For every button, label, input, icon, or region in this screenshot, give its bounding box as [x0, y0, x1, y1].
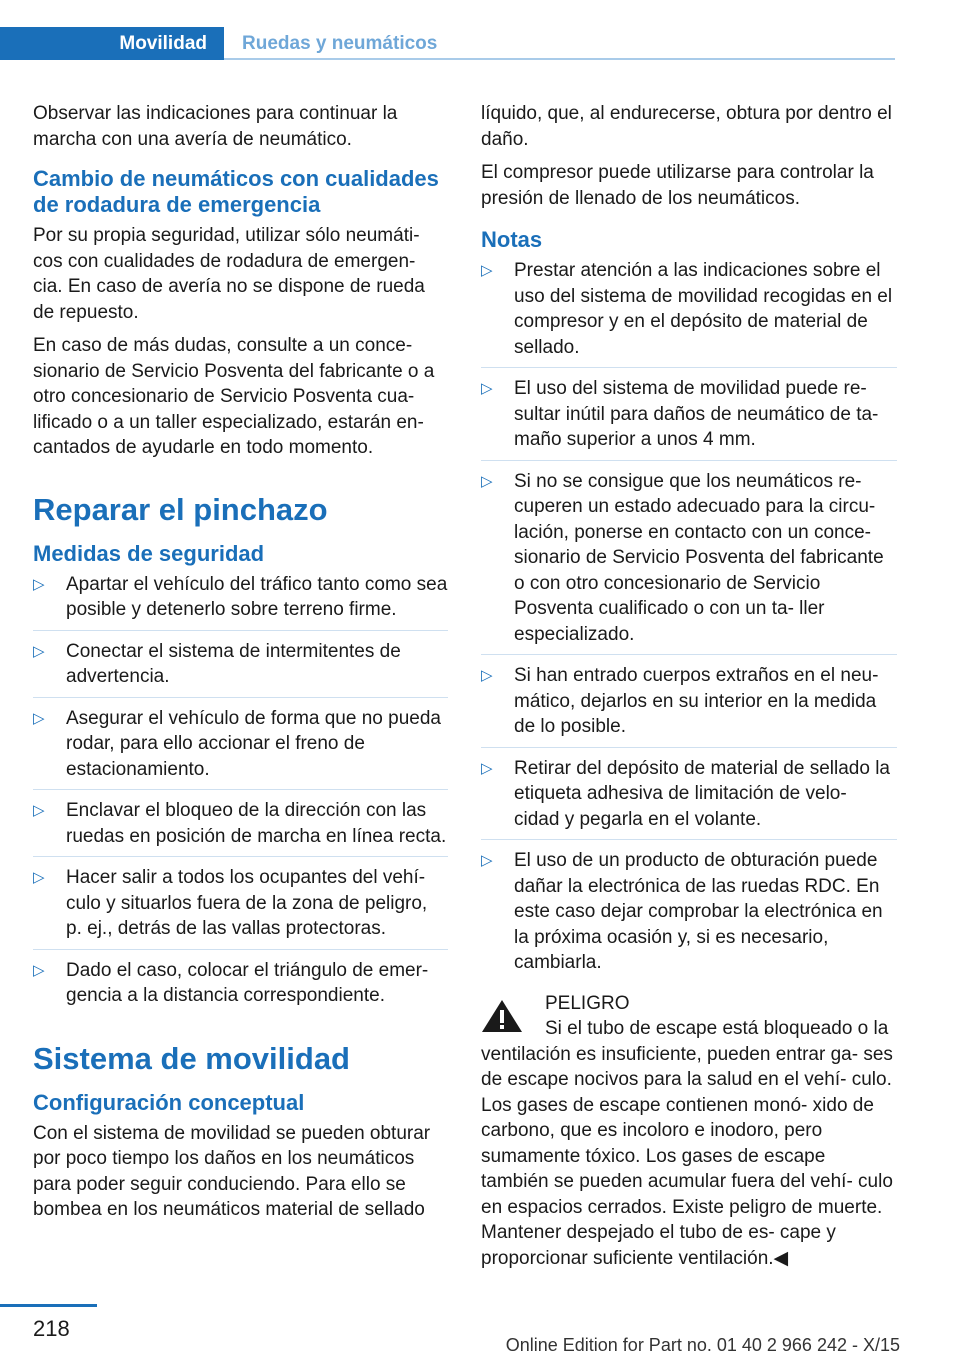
notes-list — [481, 258, 897, 983]
triangle-right-icon: ▷ — [33, 709, 45, 727]
header-rule — [224, 58, 895, 60]
warning-first-line: Si el tubo de escape está bloqueado o la — [545, 1018, 889, 1039]
right-column — [481, 101, 897, 1271]
left-column — [33, 101, 448, 1231]
list-item: ▷ Enclavar el bloqueo de la dirección con las ruedas en posición de marcha en línea recta. — [33, 798, 448, 857]
notes-heading: Notas — [481, 227, 543, 252]
list-item: ▷ El uso del sistema de movilidad puede re‐ sultar inútil para daños de neumático de ta‐ maño superior a unos 4 mm. — [481, 376, 897, 461]
triangle-right-icon: ▷ — [33, 802, 45, 819]
list-item: ▷ Conectar el sistema de intermitentes de advertencia. — [33, 639, 448, 698]
list-item: ▷ Dado el caso, colocar el triángulo de emer‐ gencia a la distancia correspondiente. — [33, 959, 429, 1006]
safety-list — [33, 572, 448, 1016]
safety-heading: Medidas de seguridad — [33, 540, 265, 566]
intro-paragraph: Observar las indicaciones para continuar la marcha con una avería de neumático. — [33, 103, 398, 150]
triangle-right-icon: ▷ — [481, 667, 493, 684]
page-number: 218 — [33, 1316, 70, 1341]
repair-heading: Reparar el pinchazo — [33, 491, 328, 527]
triangle-right-icon: ▷ — [481, 380, 493, 397]
triangle-right-icon: ▷ — [33, 869, 45, 886]
list-item: ▷ Si han entrado cuerpos extraños en el neu‐ mático, dejarlos en su interior en la medida de lo posible. — [481, 663, 897, 748]
page-header — [0, 27, 895, 61]
triangle-right-icon: ▷ — [481, 759, 493, 777]
continued-paragraph: líquido, que, al endurecerse, obtura por dentro el daño. — [481, 103, 892, 150]
triangle-right-icon: ▷ — [33, 575, 45, 593]
concept-heading: Configuración conceptual — [33, 1089, 305, 1115]
runflat-paragraph-1: Por su propia seguridad, utilizar sólo neumáti‐ cos con cualidades de rodadura de emergen‐ cia. En caso de avería no se dispone de rueda de repuesto. — [33, 225, 425, 323]
compressor-paragraph: El compresor puede utilizarse para controlar la presión de llenado de los neumáticos. — [481, 162, 874, 209]
triangle-right-icon: ▷ — [33, 961, 45, 979]
triangle-right-icon: ▷ — [481, 472, 493, 490]
warning-label: PELIGRO — [545, 992, 630, 1014]
warning-body: ventilación es insuficiente, pueden entrar ga‐ ses de escape nocivos para la salud en el vehí‐ culo. Los gases de escape contienen monó‐ xido de carbono, que es incoloro e inodoro, pero sumamente tóxico. Los gases de escape también se pueden acumular fuera del vehí‐ culo en espacios cerrados. Existe peligro de muerte. Mantener despejado el tubo de es‐ cape y proporcionar suficiente ventilación.◀ — [481, 1043, 893, 1269]
list-item: ▷ Retirar del depósito de material de sellado la etiqueta adhesiva de limitación de velo‐ cidad y pegarla en el volante. — [481, 756, 897, 841]
subsection-tab: Ruedas y neumáticos — [242, 33, 438, 54]
footer-rule — [0, 1304, 97, 1307]
section-tab: Movilidad — [0, 27, 224, 60]
runflat-paragraph-2: En caso de más dudas, consulte a un conce‐ sionario de Servicio Posventa del fabricante o a otro concesionario de Servicio Posventa cua‐ lificado o a un taller especializado, estarán en‐ cantados de ayudarle en todo momento. — [33, 335, 435, 458]
runflat-heading: Cambio de neumáticos con cualidades de rodadura de emergencia — [33, 166, 439, 217]
list-item: ▷ Prestar atención a las indicaciones sobre el uso del sistema de movilidad recogidas en el compresor y en el depósito de material de sellado. — [481, 258, 897, 368]
triangle-right-icon: ▷ — [481, 852, 493, 869]
edition-footer: Online Edition for Part no. 01 40 2 966 242 - X/15 — [305, 1329, 960, 1362]
list-item: ▷ Apartar el vehículo del tráfico tanto como sea posible y detenerlo sobre terreno firme. — [33, 572, 448, 631]
list-item: ▷ Si no se consigue que los neumáticos re‐ cuperen un estado adecuado para la circu‐ lación, ponerse en contacto con un conce‐ sionario de Servicio Posventa del fabricante o con otro concesionario de Servicio Posventa cualificado o con un ta‐ ller especializado. — [481, 469, 897, 656]
mobility-heading: Sistema de movilidad — [33, 1040, 350, 1076]
warning-triangle-icon — [481, 999, 523, 1033]
list-item: ▷ Hacer salir a todos los ocupantes del vehí‐ culo y situarlos fuera de la zona de peligro, p. ej., detrás de las vallas protectoras. — [33, 865, 448, 950]
concept-paragraph: Con el sistema de movilidad se pueden obturar por poco tiempo los daños en los neumáticos para poder seguir conduciendo. Para ello se bombea en los neumáticos material de sellado — [33, 1122, 431, 1220]
list-item: ▷ El uso de un producto de obturación puede dañar la electrónica de las ruedas RDC. En este caso dejar comprobar la electrónica en la próxima ocasión y, si es necesario, cambiarla. — [481, 850, 883, 973]
triangle-right-icon: ▷ — [33, 642, 45, 660]
list-item: ▷ Asegurar el vehículo de forma que no pueda rodar, para ello accionar el freno de estacionamiento. — [33, 706, 448, 791]
triangle-right-icon: ▷ — [481, 262, 493, 279]
warning-box — [481, 991, 897, 1272]
